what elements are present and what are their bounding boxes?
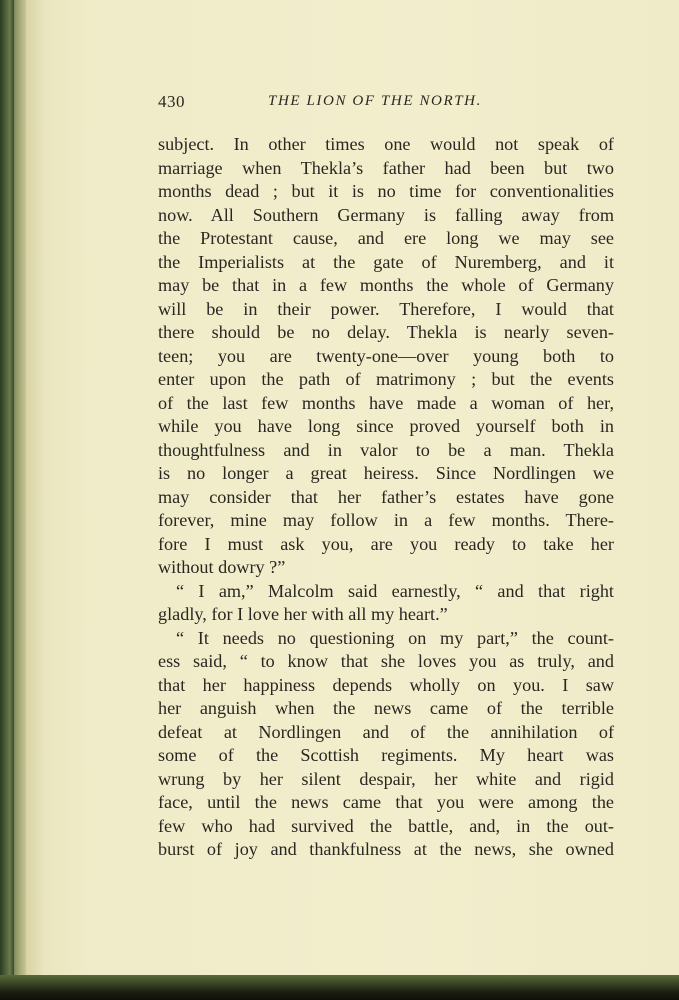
text-line: fore I must ask you, are you ready to take her bbox=[158, 533, 614, 554]
text-line: that her happiness depends wholly on you. I saw bbox=[158, 674, 614, 695]
text-line: subject. In other times one would not speak of bbox=[158, 134, 614, 154]
page-number: 430 bbox=[158, 92, 185, 111]
text-line: thoughtfulness and in valor to be a man. Thekla bbox=[158, 439, 614, 460]
text-line: there should be no delay. Thekla is nearly seven- bbox=[158, 322, 614, 342]
text-line: face, until the news came that you were among the bbox=[158, 792, 614, 812]
text-line: defeat at Nordlingen and of the annihilation of bbox=[158, 721, 614, 742]
book-binding-edge bbox=[0, 0, 14, 990]
text-line: few who had survived the battle, and, in the out- bbox=[158, 815, 614, 836]
text-line: gladly, for I love her with all my heart.” bbox=[158, 604, 448, 624]
text-line: teen; you are twenty-one—over young both to bbox=[158, 345, 614, 366]
text-line: enter upon the path of matrimony ; but the events bbox=[158, 369, 614, 389]
text-line: now. All Southern Germany is falling away from bbox=[158, 204, 614, 225]
text-line: burst of joy and thankfulness at the news, she owned bbox=[158, 839, 614, 859]
text-line: forever, mine may follow in a few months. There- bbox=[158, 510, 614, 530]
text-line: without dowry ?” bbox=[158, 557, 286, 577]
text-line: her anguish when the news came of the terrible bbox=[158, 698, 614, 718]
text-line: some of the Scottish regiments. My heart was bbox=[158, 745, 614, 765]
body-text bbox=[158, 133, 614, 862]
text-line: months dead ; but it is no time for conventionalities bbox=[158, 181, 614, 201]
text-line: may consider that her father’s estates have gone bbox=[158, 486, 614, 507]
text-line: wrung by her silent despair, her white and rigid bbox=[158, 768, 614, 789]
text-line: while you have long since proved yourself both in bbox=[158, 416, 614, 436]
text-line: “ It needs no questioning on my part,” the count- bbox=[176, 627, 614, 648]
page-gutter-shadow bbox=[14, 0, 26, 985]
text-line: the Protestant cause, and ere long we may see bbox=[158, 228, 614, 248]
text-line: the Imperialists at the gate of Nuremberg, and it bbox=[158, 251, 614, 272]
text-line: may be that in a few months the whole of Germany bbox=[158, 275, 614, 295]
book-cover-bottom-edge bbox=[0, 975, 679, 1000]
text-line: ess said, “ to know that she loves you as truly, and bbox=[158, 651, 614, 671]
running-title: THE LION OF THE NORTH. bbox=[268, 93, 482, 109]
text-line: marriage when Thekla’s father had been but two bbox=[158, 157, 614, 178]
running-header bbox=[158, 92, 618, 118]
text-line: will be in their power. Therefore, I would that bbox=[158, 298, 614, 319]
text-line: “ I am,” Malcolm said earnestly, “ and that right bbox=[176, 580, 614, 601]
text-line: of the last few months have made a woman of her, bbox=[158, 392, 614, 413]
text-line: is no longer a great heiress. Since Nordlingen we bbox=[158, 463, 614, 483]
